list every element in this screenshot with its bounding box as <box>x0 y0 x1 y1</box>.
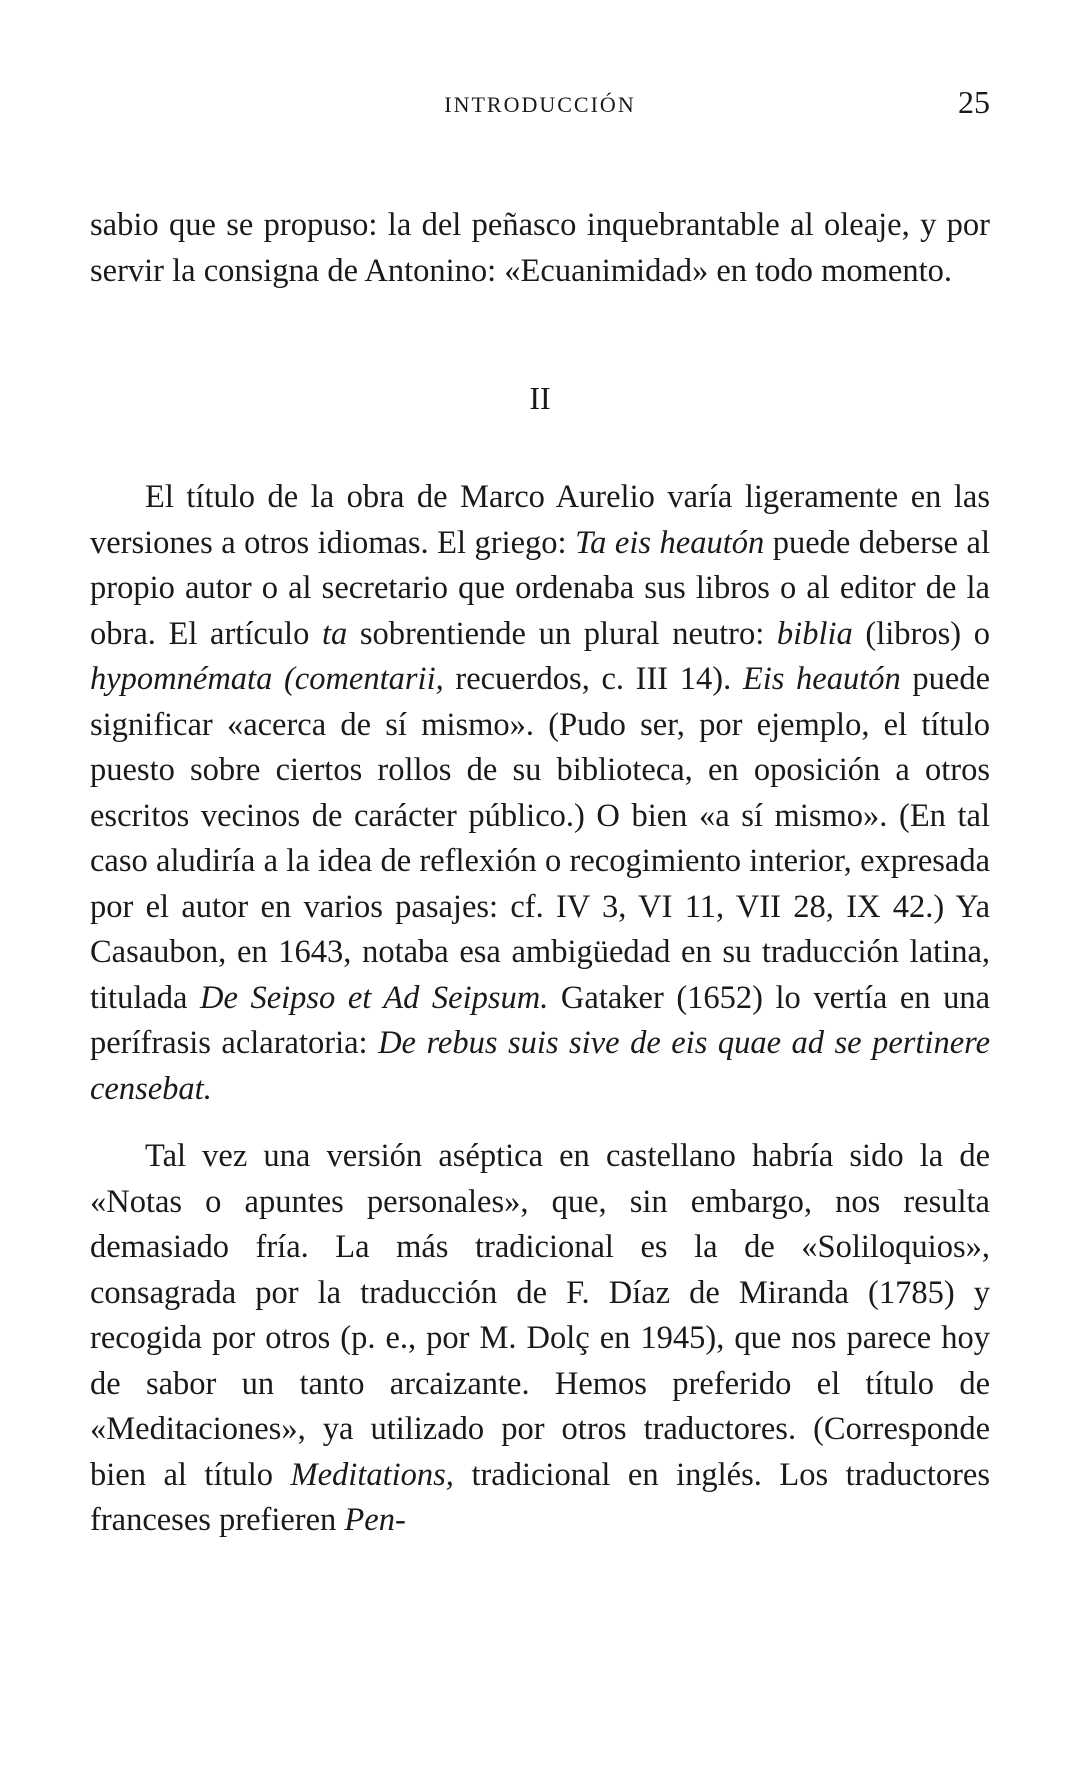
text-run: Gataker (1652) lo vertía en una perífrasis aclaratoria: <box>90 979 991 1061</box>
text-run: Tal vez una versión aséptica en castellano habría sido la de «Notas o apuntes personales», que, sin embargo, nos resulta demasiado fría. La más tradicional es la de «Soliloquios», consagrada por la traducción de F. Díaz de Miranda (1785) y recogida por otros (p. e., por M. Dolç en 1945), que nos parece hoy de sabor un tanto arcaizante. Hemos preferido el título de «Meditaciones», ya utilizado por otros traductores. (Corresponde bien al título <box>90 1138 990 1493</box>
italic-gataker-title: De rebus suis sive de eis quae ad se pertinere censebat. <box>90 1025 990 1107</box>
running-title: INTRODUCCIÓN <box>444 92 636 117</box>
italic-article: ta <box>321 615 348 652</box>
italic-greek-title: Ta eis heautón <box>575 524 765 561</box>
italic-pen: Pen- <box>344 1502 406 1538</box>
paragraph-continuation: sabio que se propuso: la del peñasco inquebrantable al oleaje, y por servir la consigna de Antonino: «Ecuanimidad» en todo momento. <box>90 207 990 289</box>
text-run: sobrentiende un plural neutro: <box>347 615 777 652</box>
page-body <box>90 203 990 1544</box>
section-heading: II <box>529 380 551 416</box>
text-run: puede deberse al propio autor o al secretario que ordenaba sus libros o al editor de la obra. El artículo <box>90 524 991 652</box>
text-run: (libros) o <box>852 615 990 652</box>
text-run: El título de la obra de Marco Aurelio varía ligeramente en las versiones a otros idiomas. El griego: <box>90 479 990 561</box>
text-run: recuerdos, c. III 14). <box>443 661 743 697</box>
italic-meditations: Meditations, <box>290 1456 454 1493</box>
italic-latin-title: De Seipso et Ad Seipsum. <box>200 979 549 1016</box>
text-run: tradicional en inglés. Los traductores franceses prefieren <box>90 1456 990 1538</box>
italic-eis-heauton: Eis heautón <box>742 661 901 697</box>
italic-hypomnemata: hypomnémata (comentarii, <box>90 661 444 697</box>
page-number: 25 <box>958 84 990 120</box>
paragraph-spanish-title <box>90 1134 990 1544</box>
italic-biblia: biblia <box>776 615 853 652</box>
paragraph-title-discussion <box>90 475 990 1112</box>
running-head <box>90 84 990 124</box>
text-run: puede significar «acerca de sí mismo». (Pudo ser, por ejemplo, el título puesto sobre ciertos rollos de su biblioteca, en oposición a otros escritos vecinos de carácter público.) O bien «a sí mismo». (En tal caso aludiría a la idea de reflexión o recogimiento interior, expresada por el autor en varios pasajes: cf. IV 3, VI 11, VII 28, IX 42.) Ya Casaubon, en 1643, notaba esa ambigüedad en su traducción latina, titulada <box>90 661 991 1016</box>
